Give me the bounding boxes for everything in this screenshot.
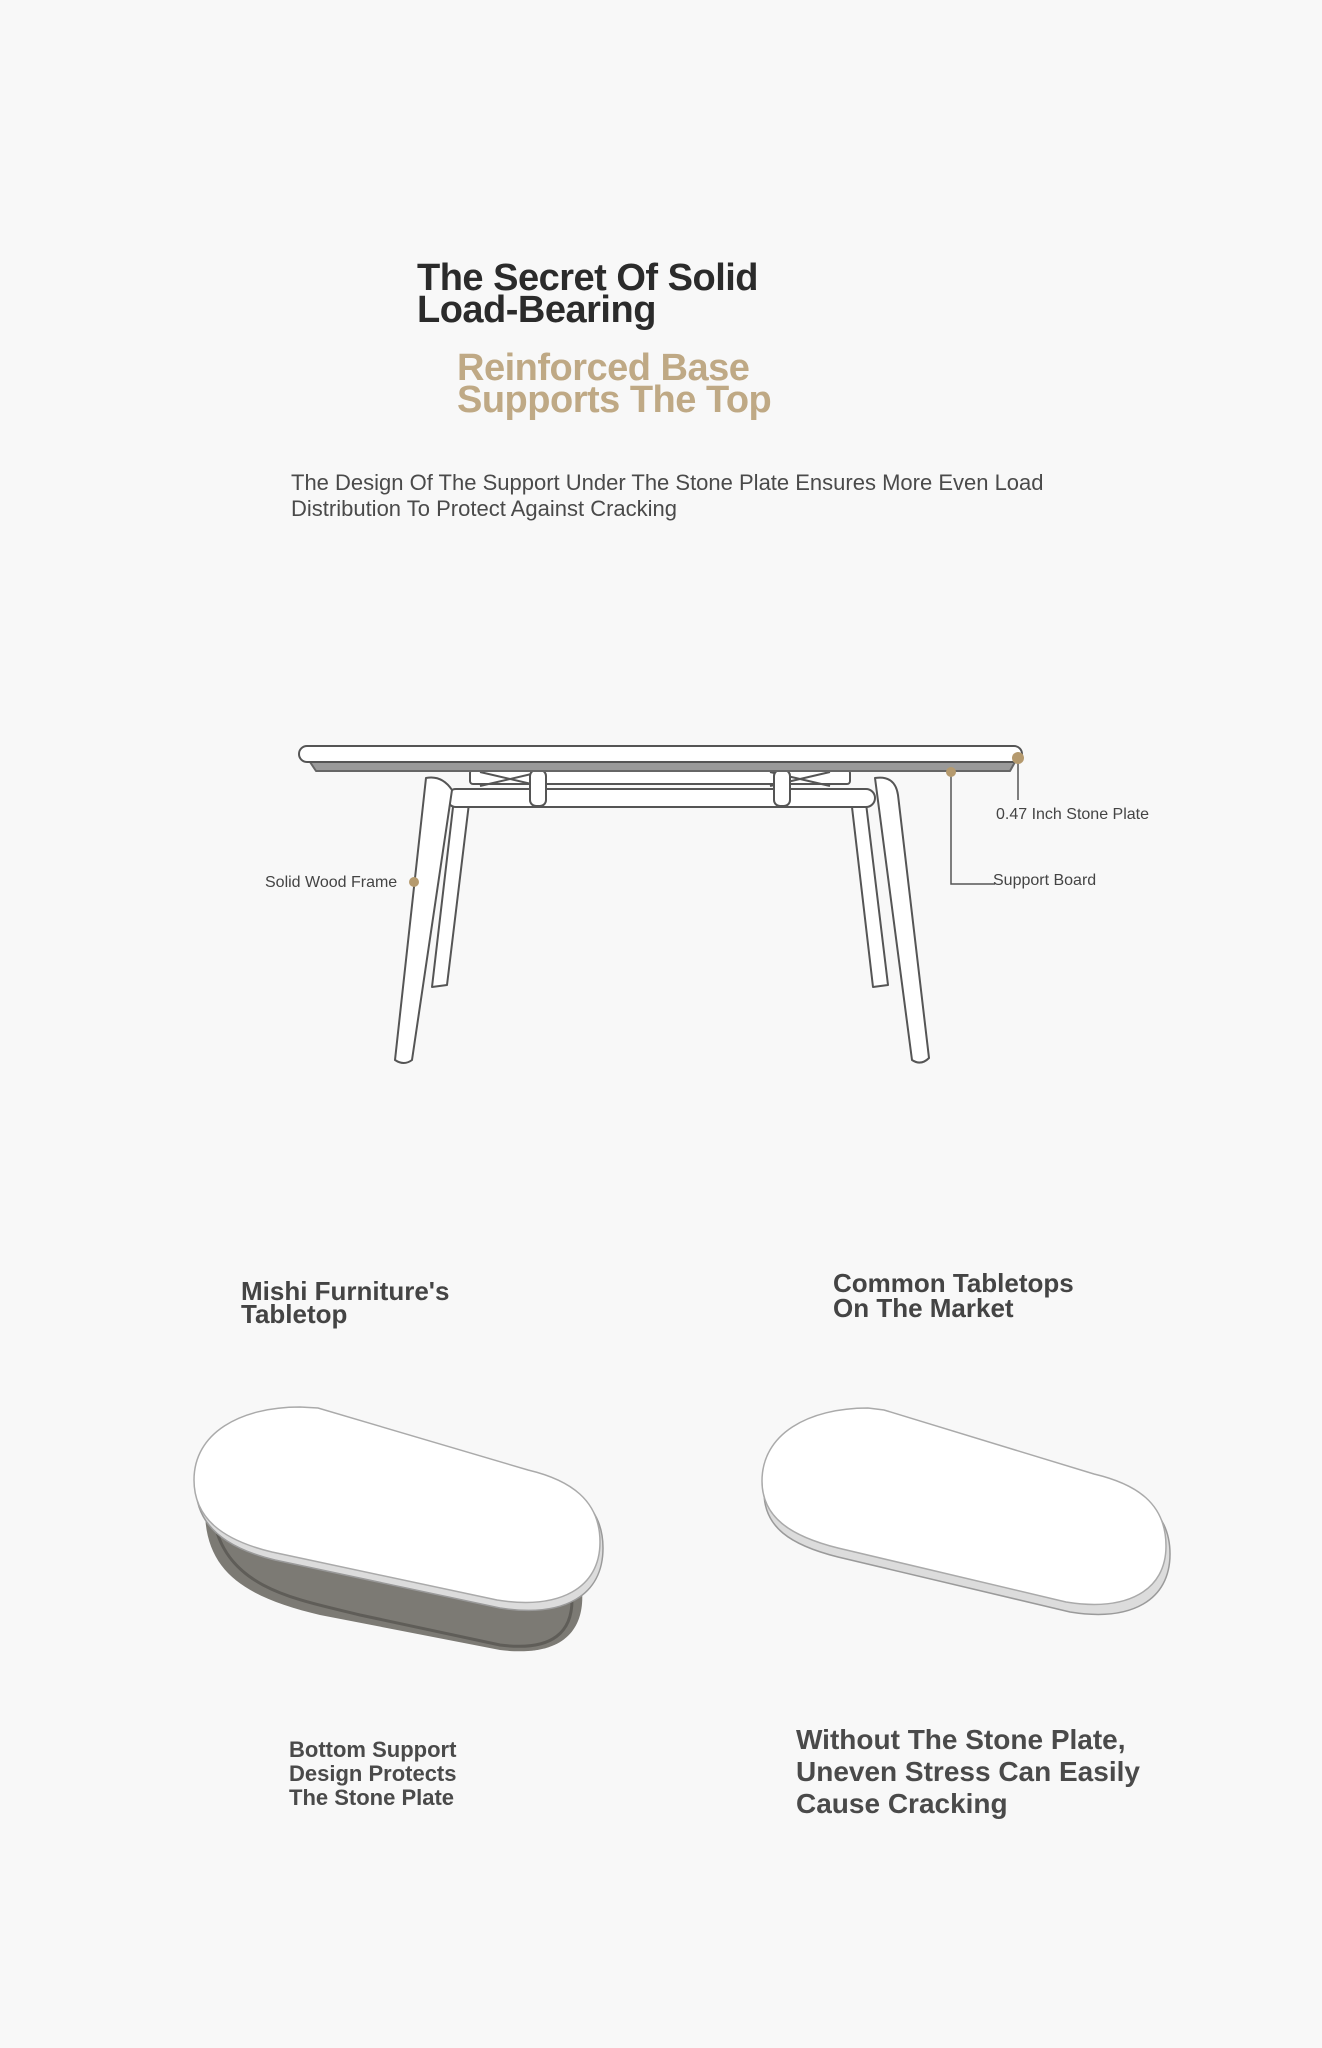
mishi-tabletop-heading [241,1276,450,1329]
common-caption-line-3: Cause Cracking [796,1788,1008,1819]
common-caption-line-2: Uneven Stress Can Easily [796,1756,1140,1787]
common-heading-line-1: Common Tabletops [833,1268,1074,1298]
front-leg-right [875,778,929,1063]
common-caption-line-1: Without The Stone Plate, [796,1724,1126,1755]
mishi-heading-line-1: Mishi Furniture's [241,1276,450,1306]
common-tabletop-caption [796,1724,1140,1820]
apron-rail [447,789,875,807]
page-title-line-2: Load-Bearing [417,289,656,331]
stone-plate-underside [310,762,1015,771]
page-subtitle-line-2: Supports The Top [457,379,772,421]
common-heading-line-2: On The Market [833,1293,1014,1323]
stone-plate-top [299,746,1022,762]
support-board-marker [946,767,956,777]
support-board-callout: Support Board [993,872,1097,889]
common-tabletop-illustration [762,1408,1170,1614]
frame-callout: Solid Wood Frame [265,874,398,891]
mishi-tabletop-caption [289,1738,457,1810]
mishi-caption-line-3: The Stone Plate [289,1785,455,1810]
page-title-line-1: The Secret Of Solid [417,257,759,299]
mishi-tabletop-illustration [194,1407,603,1651]
description-line-2: Distribution To Protect Against Cracking [291,496,677,521]
description-line-1: The Design Of The Support Under The Stone Plate Ensures More Even Load [291,470,1044,495]
mishi-caption-line-1: Bottom Support [289,1737,457,1762]
stone-plate-callout: 0.47 Inch Stone Plate [996,806,1149,823]
page-subtitle-line-1: Reinforced Base [457,347,750,389]
brace-block-left [530,770,546,806]
mishi-caption-line-2: Design Protects [289,1761,457,1786]
mishi-heading-line-2: Tabletop [241,1299,348,1329]
table-illustration [299,746,1022,1063]
common-tabletop-surface [762,1408,1166,1604]
brace-block-right [774,770,790,806]
stone-plate-marker [1012,752,1024,764]
frame-marker [409,877,419,887]
common-tabletop-heading [833,1268,1074,1323]
